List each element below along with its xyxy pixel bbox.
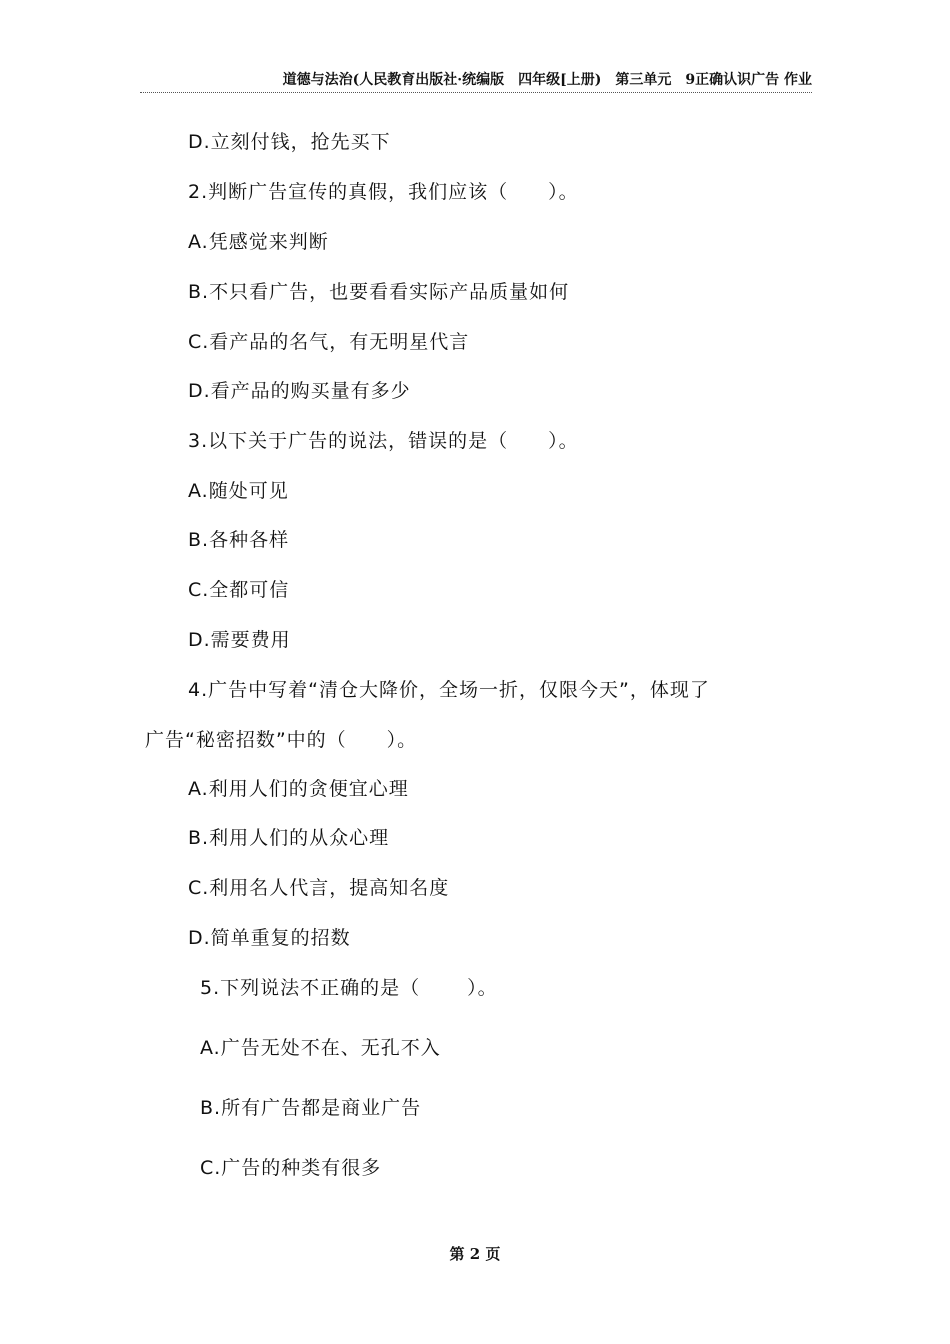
option-4c: C.利用名人代言，提高知名度 [188,877,450,899]
page-header [140,70,812,93]
option-3c: C.全都可信 [188,579,290,601]
question-3: 3.以下关于广告的说法，错误的是（ ）。 [188,430,579,452]
option-2d: D.看产品的购买量有多少 [188,380,411,402]
question-5: 5.下列说法不正确的是（ ）。 [200,977,498,999]
page-header-title: 道德与法治(人民教育出版社·统编版 四年级[上册) 第三单元 9正确认识广告 作业 [282,72,812,88]
question-2: 2.判断广告宣传的真假，我们应该（ ）。 [188,181,579,203]
page-number: 第 2 页 [449,1245,501,1263]
option-4d: D.简单重复的招数 [188,927,351,949]
page-footer [0,1244,950,1264]
option-2b: B.不只看广告，也要看看实际产品质量如何 [188,281,570,303]
option-3d: D.需要费用 [188,629,291,651]
option-2a: A.凭感觉来判断 [188,231,329,253]
option-5b: B.所有广告都是商业广告 [200,1097,422,1119]
option-4b: B.利用人们的从众心理 [188,827,390,849]
option-5c: C.广告的种类有很多 [200,1157,382,1179]
option-3a: A.随处可见 [188,480,289,502]
option-1d: D.立刻付钱，抢先买下 [188,131,391,153]
option-4a: A.利用人们的贪便宜心理 [188,778,409,800]
option-2c: C.看产品的名气，有无明星代言 [188,331,470,353]
question-4-line-1: 4.广告中写着“清仓大降价，全场一折，仅限今天”，体现了 [188,679,710,701]
option-3b: B.各种各样 [188,529,290,551]
option-5a: A.广告无处不在、无孔不入 [200,1037,441,1059]
question-4-line-2: 广告“秘密招数”中的（ ）。 [145,729,418,751]
